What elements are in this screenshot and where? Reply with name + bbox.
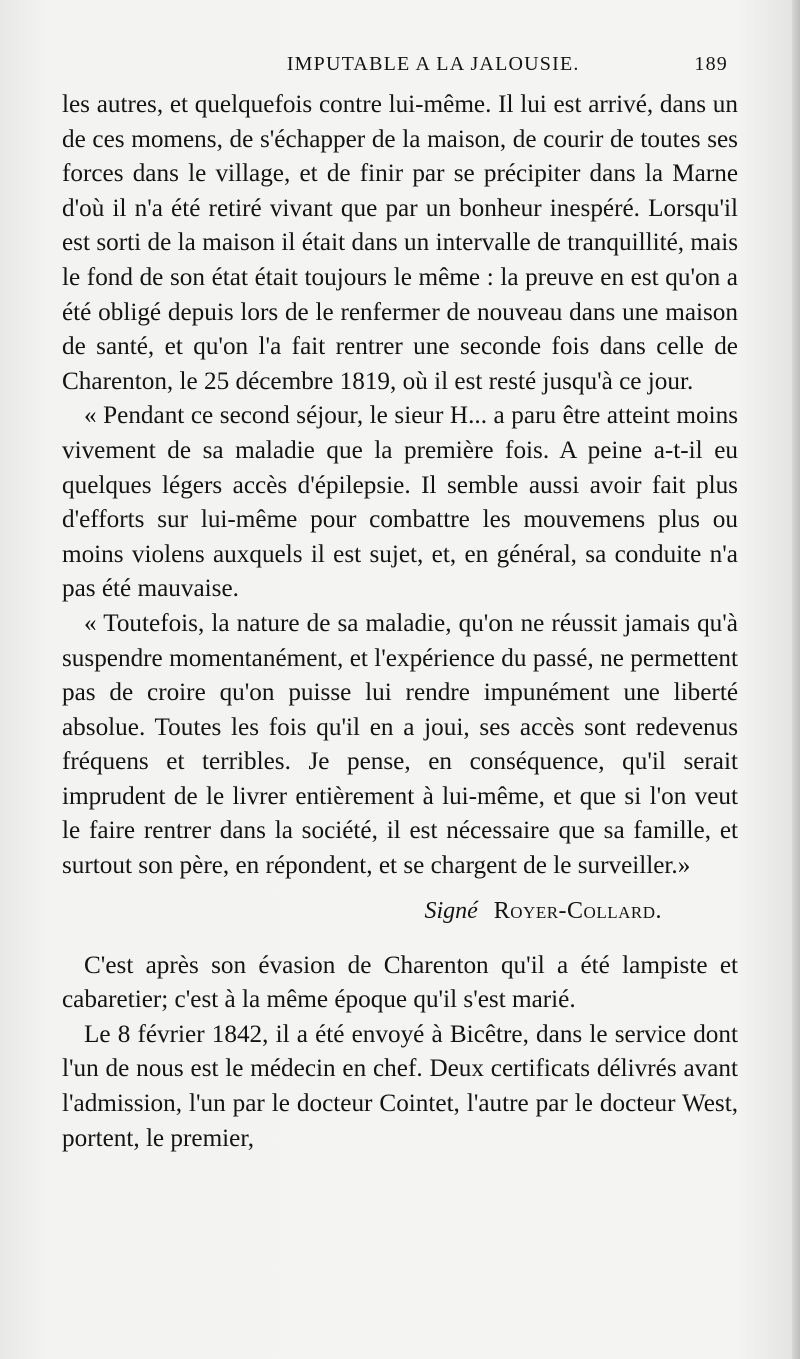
paragraph: « Pendant ce second séjour, le sieur H... a paru être atteint moins vivement de sa maladie que la première fois. A peine a-t-il eu quelques légers accès d'épilepsie. Il semble aussi avoir fait plus d'efforts sur lui-même pour combattre les mouvemens plus ou moins violens auxquels il est sujet, et, en général, sa conduite n'a pas été mauvaise. xyxy=(62,402,738,603)
running-title: IMPUTABLE A LA JALOUSIE. xyxy=(286,53,580,75)
page-number: 189 xyxy=(694,53,728,75)
running-head xyxy=(62,44,738,84)
page-edge xyxy=(792,0,800,1359)
body-text xyxy=(62,88,738,884)
paragraph: Le 8 février 1842, il a été envoyé à Bicêtre, dans le service dont l'un de nous est le médecin en chef. Deux certificats délivrés avant l'admission, l'un par le docteur Cointet, l'autre par le docteur West, portent, le premier, xyxy=(62,1020,738,1152)
body-text-continued xyxy=(62,949,738,1157)
signature-line xyxy=(62,898,662,925)
paragraph: « Toutefois, la nature de sa maladie, qu'on ne réussit jamais qu'à suspendre momentanément, et l'expérience du passé, ne permettent pas de croire qu'on puisse lui rendre impunément une liberté absolue. Toutes les fois qu'il en a joui, ses accès sont redevenus fréquens et terribles. Je pense, en conséquence, qu'il serait imprudent de le livrer entièrement à lui-même, et que si l'on veut le faire rentrer dans la société, il est nécessaire que sa famille, et surtout son père, en répondent, et se chargent de le surveiller.» xyxy=(62,609,738,880)
paragraph: C'est après son évasion de Charenton qu'il a été lampiste et cabaretier; c'est à la même époque qu'il s'est marié. xyxy=(62,951,738,1014)
signature-signe: Signé xyxy=(424,897,478,924)
signature-name: Royer-Collard. xyxy=(493,897,662,924)
paragraph: les autres, et quelquefois contre lui-même. Il lui est arrivé, dans un de ces momens, de s'échapper de la maison, de courir de toutes ses forces dans le village, et de finir par se précipiter dans la Marne d'où il n'a été retiré vivant que par un bonheur inespéré. Lorsqu'il est sorti de la maison il était dans un intervalle de tranquillité, mais le fond de son état était toujours le même : la preuve en est qu'on a été obligé depuis lors de le renfermer de nouveau dans une maison de santé, et qu'on l'a fait rentrer une seconde fois dans celle de Charenton, le 25 décembre 1819, où il est resté jusqu'à ce jour. xyxy=(62,91,738,395)
